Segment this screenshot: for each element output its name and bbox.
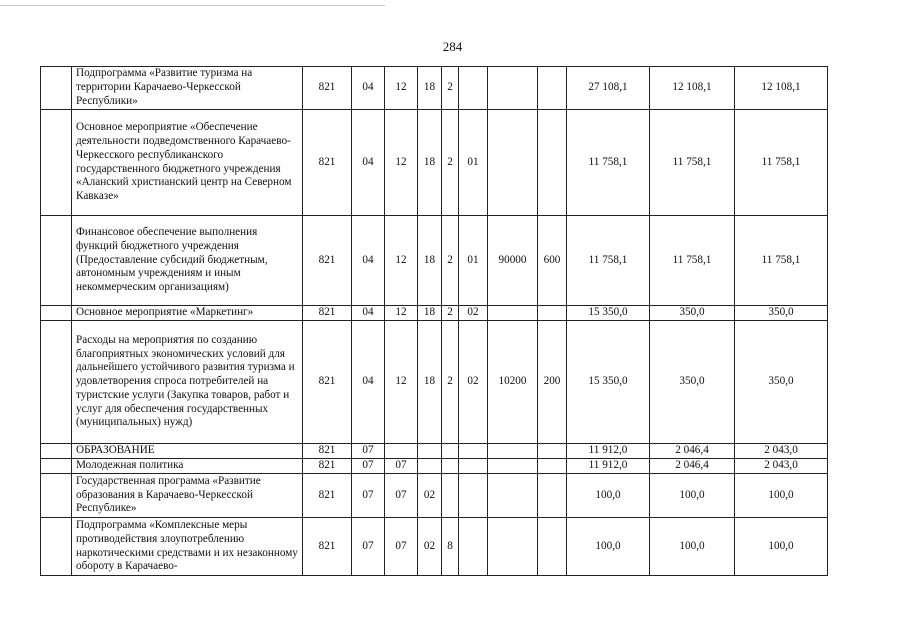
row-name: Молодежная политика — [72, 459, 303, 474]
expense-type-code — [538, 67, 567, 110]
expense-type-code — [538, 459, 567, 474]
top-rule — [0, 5, 385, 6]
amount-year-1: 100,0 — [567, 518, 650, 576]
subsection-code: 12 — [385, 321, 418, 444]
expense-type-code — [538, 444, 567, 459]
program-code — [418, 444, 442, 459]
amount-year-2: 2 046,4 — [650, 444, 735, 459]
table-row — [41, 67, 828, 110]
row-blank-cell — [41, 306, 72, 321]
row-name: Основное мероприятие «Обеспечение деятельности подведомственного Карачаево-Черкесского республиканского государственного бюджетного учреждения «Аланский христианский центр на Северном Кавказе» — [72, 110, 303, 216]
amount-year-1: 15 350,0 — [567, 306, 650, 321]
ministry-code: 821 — [303, 110, 352, 216]
ministry-code: 821 — [303, 474, 352, 518]
amount-year-1: 11 912,0 — [567, 444, 650, 459]
ministry-code: 821 — [303, 518, 352, 576]
ministry-code: 821 — [303, 459, 352, 474]
event-code — [459, 474, 488, 518]
direction-code — [488, 67, 538, 110]
ministry-code: 821 — [303, 306, 352, 321]
event-code — [459, 518, 488, 576]
program-code: 18 — [418, 321, 442, 444]
subprogram-code: 2 — [442, 110, 459, 216]
table-row — [41, 306, 828, 321]
subsection-code: 12 — [385, 216, 418, 306]
amount-year-3: 100,0 — [735, 518, 828, 576]
section-code: 04 — [352, 306, 385, 321]
amount-year-2: 2 046,4 — [650, 459, 735, 474]
program-code: 02 — [418, 474, 442, 518]
expense-type-code: 600 — [538, 216, 567, 306]
subprogram-code: 2 — [442, 321, 459, 444]
row-blank-cell — [41, 110, 72, 216]
direction-code — [488, 444, 538, 459]
event-code: 02 — [459, 306, 488, 321]
row-blank-cell — [41, 444, 72, 459]
expense-type-code — [538, 518, 567, 576]
subsection-code: 12 — [385, 110, 418, 216]
table-row — [41, 474, 828, 518]
ministry-code: 821 — [303, 216, 352, 306]
row-blank-cell — [41, 474, 72, 518]
event-code — [459, 67, 488, 110]
program-code: 18 — [418, 67, 442, 110]
row-blank-cell — [41, 518, 72, 576]
ministry-code: 821 — [303, 321, 352, 444]
table-row — [41, 110, 828, 216]
direction-code — [488, 306, 538, 321]
expense-type-code: 200 — [538, 321, 567, 444]
row-name: Финансовое обеспечение выполнения функций бюджетного учреждения (Предоставление субсидий бюджетным, автономным учреждениям и иным некоммерческим организациям) — [72, 216, 303, 306]
table-row — [41, 518, 828, 576]
row-name: Государственная программа «Развитие образования в Карачаево-Черкесской Республике» — [72, 474, 303, 518]
section-code: 04 — [352, 216, 385, 306]
table-row — [41, 216, 828, 306]
expense-type-code — [538, 474, 567, 518]
section-code: 04 — [352, 110, 385, 216]
section-code: 04 — [352, 67, 385, 110]
row-name: Расходы на мероприятия по созданию благоприятных экономических условий для дальнейшего устойчивого развития туризма и удовлетворения спроса потребителей на туристские услуги (Закупка товаров, работ и услуг для обеспечения государственных (муниципальных) нужд) — [72, 321, 303, 444]
amount-year-3: 100,0 — [735, 474, 828, 518]
row-blank-cell — [41, 321, 72, 444]
amount-year-1: 27 108,1 — [567, 67, 650, 110]
program-code: 02 — [418, 518, 442, 576]
amount-year-3: 11 758,1 — [735, 216, 828, 306]
subprogram-code: 2 — [442, 67, 459, 110]
event-code: 01 — [459, 216, 488, 306]
section-code: 04 — [352, 321, 385, 444]
subprogram-code: 2 — [442, 306, 459, 321]
subsection-code: 12 — [385, 67, 418, 110]
row-name: Основное мероприятие «Маркетинг» — [72, 306, 303, 321]
event-code: 01 — [459, 110, 488, 216]
row-blank-cell — [41, 459, 72, 474]
amount-year-3: 350,0 — [735, 321, 828, 444]
section-code: 07 — [352, 459, 385, 474]
amount-year-1: 11 758,1 — [567, 216, 650, 306]
table-row — [41, 444, 828, 459]
row-name: Подпрограмма «Развитие туризма на территории Карачаево-Черкесской Республики» — [72, 67, 303, 110]
subsection-code: 07 — [385, 459, 418, 474]
program-code: 18 — [418, 110, 442, 216]
subsection-code: 07 — [385, 518, 418, 576]
expense-type-code — [538, 306, 567, 321]
direction-code — [488, 474, 538, 518]
amount-year-2: 100,0 — [650, 518, 735, 576]
section-code: 07 — [352, 474, 385, 518]
direction-code: 90000 — [488, 216, 538, 306]
event-code: 02 — [459, 321, 488, 444]
ministry-code: 821 — [303, 67, 352, 110]
amount-year-2: 11 758,1 — [650, 110, 735, 216]
row-blank-cell — [41, 216, 72, 306]
row-blank-cell — [41, 67, 72, 110]
subsection-code — [385, 444, 418, 459]
table-row — [41, 321, 828, 444]
section-code: 07 — [352, 444, 385, 459]
amount-year-2: 11 758,1 — [650, 216, 735, 306]
subsection-code: 07 — [385, 474, 418, 518]
table-row — [41, 459, 828, 474]
program-code: 18 — [418, 306, 442, 321]
direction-code — [488, 110, 538, 216]
amount-year-1: 100,0 — [567, 474, 650, 518]
subprogram-code — [442, 444, 459, 459]
amount-year-1: 15 350,0 — [567, 321, 650, 444]
page-number: 284 — [442, 39, 463, 54]
program-code — [418, 459, 442, 474]
amount-year-3: 2 043,0 — [735, 444, 828, 459]
direction-code — [488, 518, 538, 576]
subprogram-code — [442, 459, 459, 474]
ministry-code: 821 — [303, 444, 352, 459]
program-code: 18 — [418, 216, 442, 306]
amount-year-2: 12 108,1 — [650, 67, 735, 110]
amount-year-1: 11 758,1 — [567, 110, 650, 216]
section-code: 07 — [352, 518, 385, 576]
amount-year-3: 12 108,1 — [735, 67, 828, 110]
budget-table — [40, 66, 828, 576]
amount-year-3: 2 043,0 — [735, 459, 828, 474]
amount-year-2: 100,0 — [650, 474, 735, 518]
subprogram-code: 8 — [442, 518, 459, 576]
amount-year-2: 350,0 — [650, 306, 735, 321]
direction-code — [488, 459, 538, 474]
amount-year-3: 350,0 — [735, 306, 828, 321]
expense-type-code — [538, 110, 567, 216]
amount-year-3: 11 758,1 — [735, 110, 828, 216]
direction-code: 10200 — [488, 321, 538, 444]
row-name: ОБРАЗОВАНИЕ — [72, 444, 303, 459]
amount-year-1: 11 912,0 — [567, 459, 650, 474]
subsection-code: 12 — [385, 306, 418, 321]
event-code — [459, 459, 488, 474]
event-code — [459, 444, 488, 459]
subprogram-code: 2 — [442, 216, 459, 306]
amount-year-2: 350,0 — [650, 321, 735, 444]
row-name: Подпрограмма «Комплексные меры противодействия злоупотреблению наркотическими средствами и их незаконному обороту в Карачаево- — [72, 518, 303, 576]
subprogram-code — [442, 474, 459, 518]
